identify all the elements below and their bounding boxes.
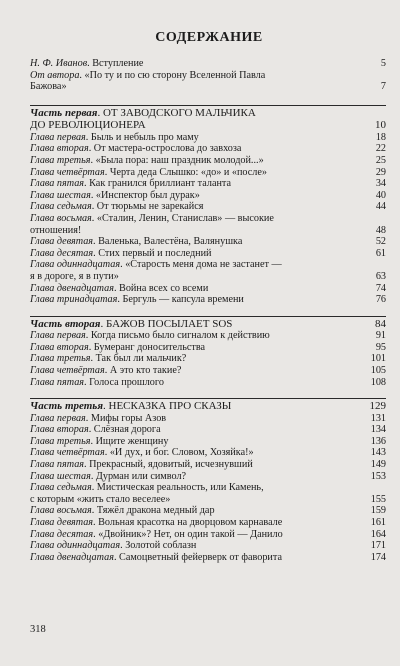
chapter-entry-page: 25 — [375, 154, 386, 166]
chapter-entry-text — [30, 167, 364, 179]
chapter-entry-title-line: . Тяжёл дракона медный дар — [91, 505, 215, 517]
chapter-entry-label: Глава одиннадцатая — [30, 540, 121, 552]
chapter-entry-label: Глава третья — [30, 353, 91, 365]
chapter-entry — [30, 517, 386, 529]
chapter-entry-text — [30, 283, 364, 295]
chapter-entry-label: Глава двенадцатая — [30, 551, 114, 563]
chapter-entry-label: Глава тринадцатая — [30, 294, 118, 306]
chapter-entry-page: 105 — [370, 364, 386, 376]
chapter-entry-text — [30, 259, 364, 282]
chapter-entry-title-line: . Золотой соблазн — [120, 540, 197, 552]
part-entry-label: Часть вторая — [30, 317, 101, 330]
chapter-entry — [30, 540, 386, 552]
part-entry-text — [30, 400, 364, 413]
chapter-entry-title-line: . Мистическая реальность, или Камень, — [91, 482, 264, 494]
chapter-entry-text — [30, 552, 364, 564]
chapter-entry-title-line: . Валенька, Валестёна, Валянушка — [93, 236, 243, 248]
chapter-entry-title-line: . «Сталин, Ленин, Станислав» — высокие — [91, 212, 274, 224]
chapter-entry-text — [30, 342, 364, 354]
chapter-entry-page: 52 — [375, 236, 386, 248]
chapter-entry-page: 95 — [375, 341, 386, 353]
chapter-entry-text — [30, 365, 364, 377]
chapter-entry-title-line: . Дурман или символ? — [90, 470, 187, 482]
chapter-entry-title-line: . Стих первый и последний — [93, 247, 212, 259]
chapter-entry-page: 155 — [370, 493, 386, 505]
part-entry-text — [30, 318, 364, 331]
chapter-entry-title-line: . Мифы горы Азов — [85, 412, 167, 424]
intro-entry-text — [30, 58, 364, 70]
chapter-entry-title-line: . Ищите женщину — [90, 435, 169, 447]
chapter-entry-label: Глава восьмая — [30, 505, 92, 517]
intro-entry-title-line: . «По ту и по сю сторону Вселенной Павла — [79, 69, 266, 81]
chapter-entry-label: Глава двенадцатая — [30, 282, 114, 294]
chapter-entry-title-line: . От тюрьмы не зарекайся — [91, 201, 204, 213]
part-divider — [30, 316, 386, 317]
intro-entry-label: От автора — [30, 69, 80, 81]
chapter-entry-page: 164 — [370, 528, 386, 540]
part-entry — [30, 400, 386, 413]
chapter-entry — [30, 552, 386, 564]
chapter-entry — [30, 201, 386, 213]
chapter-entry-page: 40 — [375, 189, 386, 201]
chapter-entry-text — [30, 529, 364, 541]
chapter-entry — [30, 155, 386, 167]
chapter-entry-label: Глава первая — [30, 131, 86, 143]
chapter-entry-title-line: . Быль и небыль про маму — [85, 131, 199, 143]
intro-entry-label: Н. Ф. Иванов — [30, 58, 88, 69]
chapter-entry-page: 29 — [375, 166, 386, 178]
chapter-entry-title-line: . Война всех со всеми — [113, 282, 209, 294]
chapter-entry-label: Глава девятая — [30, 517, 94, 528]
chapter-entry-text — [30, 436, 364, 448]
chapter-entry — [30, 353, 386, 365]
chapter-entry-title-line: . «И дух, и бог. Словом, Хозяйка!» — [104, 447, 254, 459]
table-of-contents — [30, 58, 386, 563]
chapter-entry — [30, 132, 386, 144]
chapter-entry-text — [30, 540, 364, 552]
chapter-entry-page: 101 — [370, 353, 386, 365]
chapter-entry-page: 18 — [375, 131, 386, 143]
part-entry-text — [30, 107, 364, 132]
chapter-entry-page: 74 — [375, 282, 386, 294]
chapter-entry-label: Глава пятая — [30, 459, 85, 471]
toc-heading: СОДЕРЖАНИЕ — [155, 30, 263, 45]
chapter-entry-title-line: . «Двойник»? Нет, он один такой — Данило — [93, 528, 283, 540]
chapter-entry — [30, 283, 386, 295]
chapter-entry-text — [30, 143, 364, 155]
chapter-entry-title-line: . Бумеранг доносительства — [88, 341, 206, 353]
intro-entry-title-line: Бажова» — [30, 81, 67, 93]
chapter-entry-text — [30, 517, 364, 529]
chapter-entry-text — [30, 447, 364, 459]
chapter-entry-page: 76 — [375, 294, 386, 306]
chapter-entry — [30, 330, 386, 342]
chapter-entry-title-line: . Черта деда Слышко: «до» и «после» — [104, 166, 267, 178]
chapter-entry-text — [30, 155, 364, 167]
chapter-entry — [30, 482, 386, 505]
intro-entry-title-line: . Вступление — [87, 58, 144, 69]
part-entry-label: Часть первая — [30, 106, 98, 119]
part-entry — [30, 318, 386, 331]
chapter-entry — [30, 248, 386, 260]
chapter-entry-title-line: отношения! — [30, 224, 82, 236]
chapter-entry-page: 131 — [370, 412, 386, 424]
chapter-entry — [30, 505, 386, 517]
chapter-entry — [30, 471, 386, 483]
chapter-entry-page: 174 — [370, 551, 386, 563]
chapter-entry — [30, 190, 386, 202]
chapter-entry — [30, 236, 386, 248]
chapter-entry — [30, 143, 386, 155]
chapter-entry-page: 161 — [370, 517, 386, 528]
chapter-entry-title-line: . «Инспектор был дурак» — [90, 189, 200, 201]
chapter-entry-title-line: с которым «жить стало веселее» — [30, 493, 171, 505]
chapter-entry-page: 159 — [370, 505, 386, 517]
chapter-entry — [30, 213, 386, 236]
chapter-entry-text — [30, 330, 364, 342]
chapter-entry-title-line: . От мастера-острослова до завхоза — [88, 143, 242, 155]
chapter-entry-page: 171 — [370, 540, 386, 552]
chapter-entry-title-line: . А это кто такие? — [104, 364, 182, 376]
part-divider — [30, 398, 386, 399]
chapter-entry-text — [30, 459, 364, 471]
chapter-entry-text — [30, 413, 364, 425]
intro-entry-text — [30, 70, 364, 93]
part-entry-page: 10 — [375, 119, 386, 132]
chapter-entry-page: 134 — [370, 424, 386, 436]
chapter-entry-page: 153 — [370, 470, 386, 482]
part-entry-title-line: . НЕСКАЗКА ПРО СКАЗЫ — [103, 400, 232, 413]
chapter-entry-page: 48 — [375, 224, 386, 236]
chapter-entry-title-line: . Самоцветный фейерверк от фаворита — [113, 551, 282, 563]
part-entry-title-line: . БАЖОВ ПОСЫЛАЕТ SOS — [100, 317, 233, 330]
part-entry-page: 84 — [375, 317, 386, 330]
chapter-entry-text — [30, 294, 364, 306]
chapter-entry-label: Глава четвёртая — [30, 447, 105, 459]
chapter-entry — [30, 342, 386, 354]
chapter-entry-label: Глава шестая — [30, 470, 91, 482]
chapter-entry-text — [30, 424, 364, 436]
chapter-entry — [30, 436, 386, 448]
chapter-entry-label: Глава пятая — [30, 178, 85, 190]
chapter-entry-label: Глава третья — [30, 154, 91, 166]
chapter-entry-page: 63 — [375, 270, 386, 282]
chapter-entry-label: Глава вторая — [30, 424, 89, 436]
chapter-entry-label: Глава четвёртая — [30, 364, 105, 376]
chapter-entry-label: Глава вторая — [30, 341, 89, 353]
intro-entry-page: 5 — [380, 58, 386, 69]
chapter-entry-page: 149 — [370, 459, 386, 471]
chapter-entry-page: 34 — [375, 178, 386, 190]
chapter-entry-title-line: . «Была пора: наш праздник молодой...» — [90, 154, 264, 166]
intro-entry — [30, 58, 386, 70]
chapter-entry-title-line: . Прекрасный, ядовитый, исчезнувший — [84, 459, 253, 471]
chapter-entry-title-line: . Бергуль — капсула времени — [117, 294, 244, 306]
chapter-entry-label: Глава шестая — [30, 189, 91, 201]
chapter-entry-label: Глава четвёртая — [30, 166, 105, 178]
chapter-entry-label: Глава девятая — [30, 236, 94, 248]
chapter-entry — [30, 259, 386, 282]
intro-entry — [30, 70, 386, 93]
chapter-entry-title-line: я в дороге, я в пути» — [30, 270, 119, 282]
chapter-entry-title-line: . Голоса прошлого — [84, 376, 164, 388]
chapter-entry-text — [30, 178, 364, 190]
chapter-entry — [30, 365, 386, 377]
chapter-entry-text — [30, 377, 364, 389]
part-entry-title-line: ДО РЕВОЛЮЦИОНЕРА — [30, 119, 146, 132]
chapter-entry-label: Глава первая — [30, 330, 86, 342]
chapter-entry-title-line: . Как гранился бриллиант таланта — [84, 178, 232, 190]
chapter-entry — [30, 529, 386, 541]
chapter-entry-label: Глава седьмая — [30, 201, 92, 213]
chapter-entry-title-line: . Когда письмо было сигналом к действию — [85, 330, 270, 342]
chapter-entry-text — [30, 248, 364, 260]
chapter-entry — [30, 424, 386, 436]
chapter-entry — [30, 178, 386, 190]
chapter-entry-text — [30, 201, 364, 213]
chapter-entry-text — [30, 482, 364, 505]
chapter-entry-label: Глава десятая — [30, 247, 94, 259]
chapter-entry — [30, 294, 386, 306]
chapter-entry — [30, 167, 386, 179]
part-entry-label: Часть третья — [30, 400, 103, 413]
chapter-entry-page: 91 — [375, 330, 386, 342]
part-entry-title-line: . ОТ ЗАВОДСКОГО МАЛЬЧИКА — [97, 106, 256, 119]
chapter-entry-label: Глава одиннадцатая — [30, 259, 121, 271]
chapter-entry-page: 61 — [375, 247, 386, 259]
chapter-entry-label: Глава десятая — [30, 528, 94, 540]
part-divider — [30, 105, 386, 106]
chapter-entry-text — [30, 236, 364, 248]
chapter-entry-label: Глава восьмая — [30, 212, 92, 224]
chapter-entry — [30, 377, 386, 389]
chapter-entry-text — [30, 190, 364, 202]
chapter-entry — [30, 413, 386, 425]
chapter-entry-label: Глава пятая — [30, 376, 85, 388]
chapter-entry-text — [30, 213, 364, 236]
chapter-entry-label: Глава третья — [30, 435, 91, 447]
page-number: 318 — [30, 624, 46, 635]
chapter-entry-label: Глава вторая — [30, 143, 89, 155]
part-entry — [30, 107, 386, 132]
chapter-entry-page: 22 — [375, 143, 386, 155]
chapter-entry-title-line: . Так был ли мальчик? — [90, 353, 187, 365]
chapter-entry-page: 44 — [375, 201, 386, 213]
chapter-entry-page: 108 — [370, 376, 386, 388]
chapter-entry-title-line: . Слёзная дорога — [88, 424, 161, 436]
chapter-entry — [30, 447, 386, 459]
chapter-entry-page: 143 — [370, 447, 386, 459]
chapter-entry-label: Глава первая — [30, 412, 86, 424]
chapter-entry-title-line: . «Старость меня дома не застанет — — [120, 259, 282, 271]
chapter-entry-text — [30, 353, 364, 365]
chapter-entry-label: Глава седьмая — [30, 482, 92, 494]
chapter-entry — [30, 459, 386, 471]
part-entry-page: 129 — [369, 400, 386, 413]
chapter-entry-text — [30, 132, 364, 144]
chapter-entry-title-line: . Вольная красотка на дворцовом карнавале — [93, 517, 283, 528]
chapter-entry-text — [30, 471, 364, 483]
chapter-entry-page: 136 — [370, 435, 386, 447]
chapter-entry-text — [30, 505, 364, 517]
intro-entry-page: 7 — [380, 81, 386, 93]
